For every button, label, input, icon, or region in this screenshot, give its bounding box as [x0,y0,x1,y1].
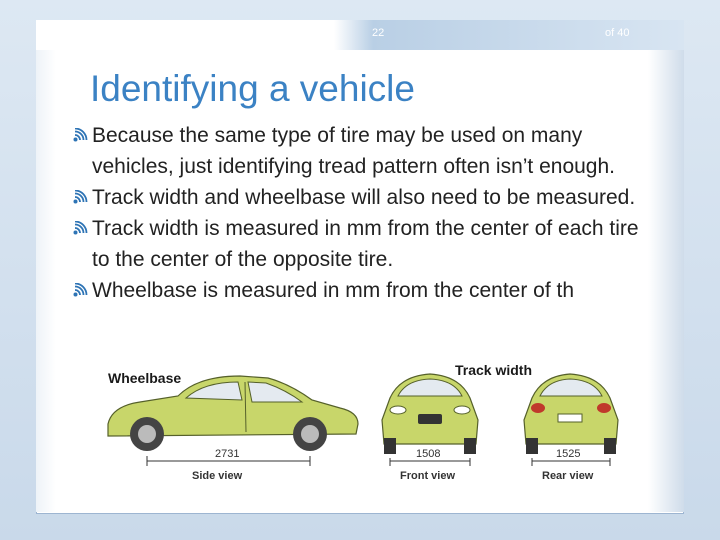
bullet-text: Track width and wheelbase will also need to be measured. [92,186,636,209]
wheelbase-label: Wheelbase [108,370,182,386]
rear-dimension: 1525 [556,448,581,460]
bullet-text: Because the same type of tire may be used on many vehicles, just identifying tread pattern often isn’t enough. [92,124,615,178]
top-decoration-band [36,20,684,50]
page-number: 22 [372,27,385,39]
bullet-item [70,120,640,182]
page-total: of 40 [605,27,630,39]
rear-view-caption: Rear view [542,470,594,482]
bullet-item [70,182,640,213]
front-view-caption: Front view [400,470,456,482]
side-dimension: 2731 [215,448,240,460]
wifi-bullet-icon [73,190,89,204]
bullet-list [70,120,640,306]
bullet-item [70,275,640,306]
slide-title: Identifying a vehicle [90,68,415,109]
right-decoration-band [648,20,684,512]
side-view-caption: Side view [192,470,243,482]
front-dimension: 1508 [416,448,441,460]
bullet-item [70,213,640,275]
wifi-bullet-icon [73,283,89,297]
bullet-text: Track width is measured in mm from the center of each tire to the center of the opposite tire. [92,217,639,271]
track-width-label: Track width [455,362,533,378]
wifi-bullet-icon [73,128,89,142]
wifi-bullet-icon [73,221,89,235]
left-decoration-band [36,20,56,512]
vehicle-dimensions-figure [100,362,630,494]
bullet-text: Wheelbase is measured in mm from the center of th [92,279,575,302]
